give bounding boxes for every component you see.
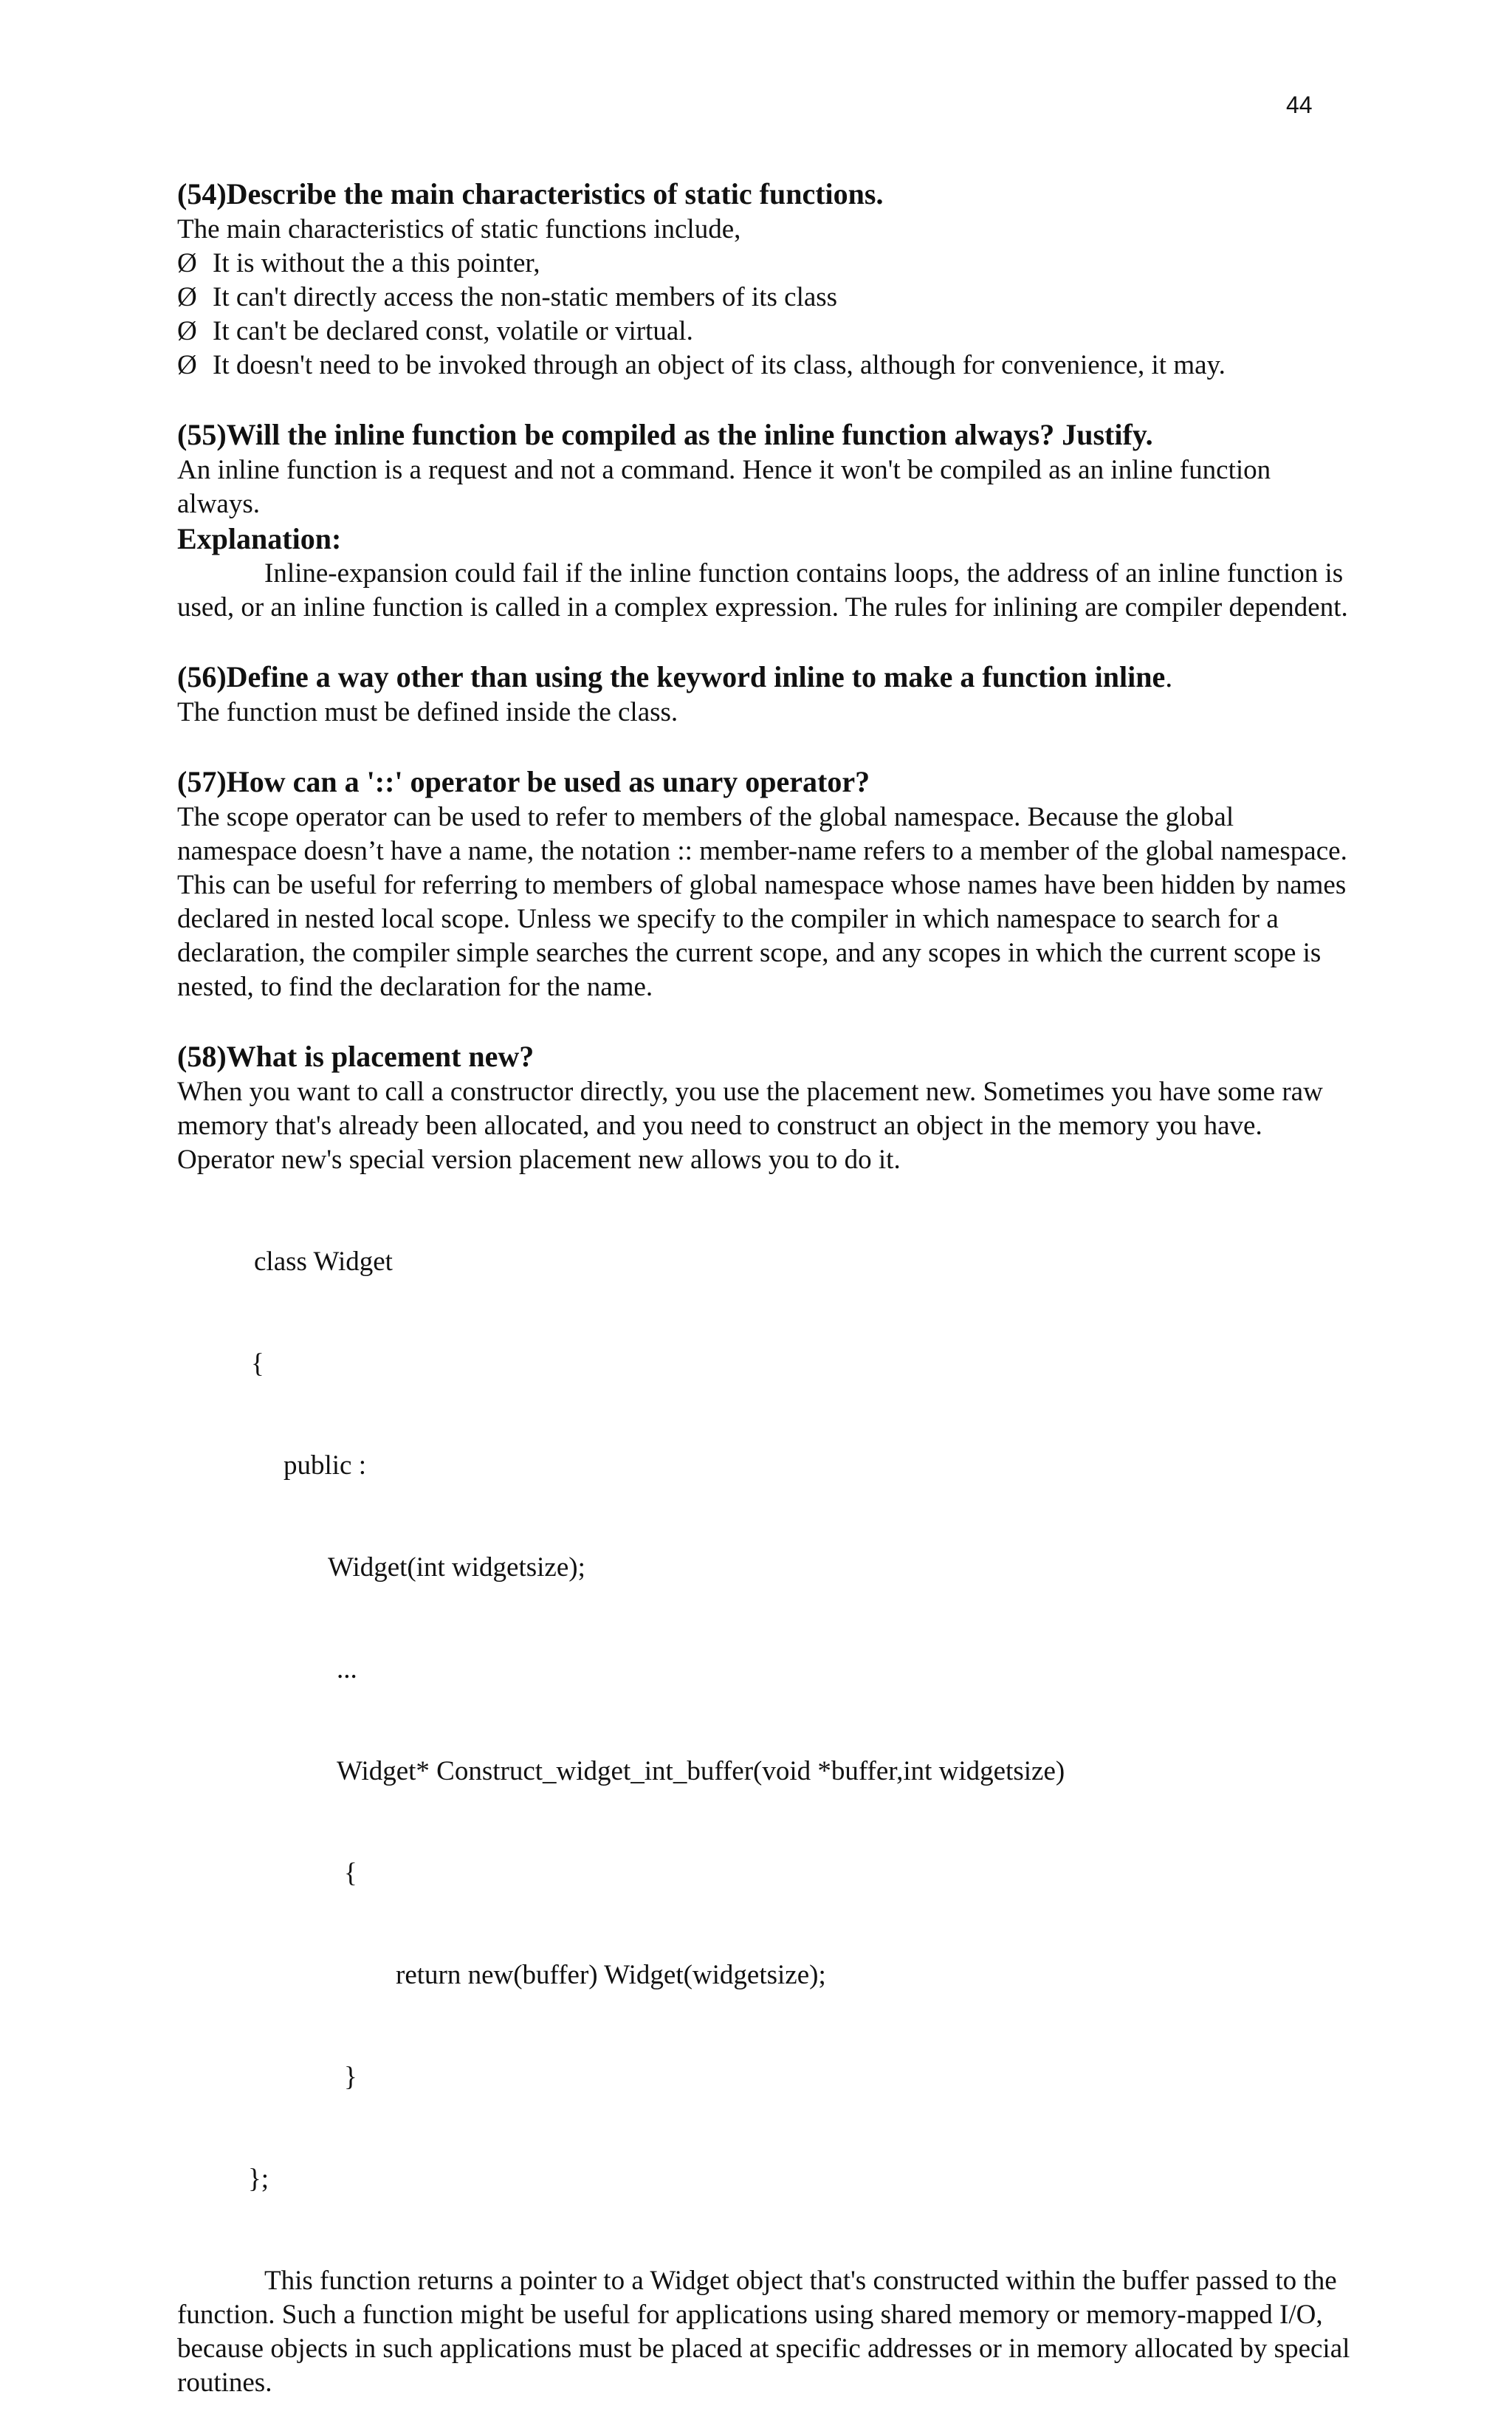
code-line: }; xyxy=(248,2164,269,2194)
code-block xyxy=(177,1177,1358,2264)
question-57 xyxy=(177,764,1358,1004)
bullet-item xyxy=(177,349,1358,383)
bullet-item xyxy=(177,315,1358,349)
code-line: public : xyxy=(284,1450,367,1481)
code-explanation: This function returns a pointer to a Widget object that's constructed within the buffer passed to the function. Such a function might be useful for applications using shared memory or memory-mapped I/O, because objects in such applications must be placed at specific addresses or in memory allocated by special routines. xyxy=(177,2266,1350,2398)
question-heading xyxy=(177,659,1358,696)
answer-text: The scope operator can be used to refer to members of the global namespace. Because the global namespace doesn’t have a name, the notation :: member-name refers to a member of the global namespace. This can be useful for referring to members of global namespace whose names have been hidden by names declared in nested local scope. Unless we specify to the compiler in which namespace to search for a declaration, the compiler simple searches the current scope, and any scopes in which the current scope is nested, to find the declaration for the name. xyxy=(177,802,1347,1002)
bullet-item xyxy=(177,281,1358,315)
page-number: 44 xyxy=(1286,92,1313,118)
heading-period: . xyxy=(1165,660,1173,693)
answer-text: An inline function is a request and not a command. Hence it won't be compiled as an inline function always. xyxy=(177,455,1271,519)
bullet-mark: Ø xyxy=(177,248,197,278)
code-line: Widget* Construct_widget_int_buffer(void *buffer,int widgetsize) xyxy=(337,1756,1065,1786)
question-58 xyxy=(177,1038,1358,2400)
code-line: return new(buffer) Widget(widgetsize); xyxy=(396,1960,826,1990)
question-heading-text: (56)Define a way other than using the keyword inline to make a function inline xyxy=(177,660,1166,693)
bullet-text: It can't directly access the non-static members of its class xyxy=(213,282,838,312)
code-line: ... xyxy=(337,1654,357,1684)
question-55 xyxy=(177,416,1358,625)
explanation-heading: Explanation: xyxy=(177,522,342,555)
bullet-mark: Ø xyxy=(177,282,197,312)
bullet-text: It is without the a this pointer, xyxy=(213,248,540,278)
answer-text: The function must be defined inside the class. xyxy=(177,697,678,727)
bullet-mark: Ø xyxy=(177,350,197,380)
answer-text: When you want to call a constructor directly, you use the placement new. Sometimes you have some raw memory that's already been allocated, and you need to construct an object in the memory you have. Operator new's special version placement new allows you to do it. xyxy=(177,1077,1323,1175)
question-56 xyxy=(177,659,1358,730)
code-line: } xyxy=(344,2062,357,2092)
code-line: class Widget xyxy=(254,1247,393,1277)
question-heading: (57)How can a '::' operator be used as unary operator? xyxy=(177,765,870,798)
bullet-mark: Ø xyxy=(177,316,197,346)
question-heading: (54)Describe the main characteristics of static functions. xyxy=(177,177,884,210)
question-54 xyxy=(177,176,1358,383)
bullet-item xyxy=(177,247,1358,281)
document-body xyxy=(177,176,1358,2434)
answer-intro: The main characteristics of static functions include, xyxy=(177,214,741,244)
bullet-text: It can't be declared const, volatile or virtual. xyxy=(213,316,693,346)
code-line: { xyxy=(344,1858,357,1888)
question-heading: (58)What is placement new? xyxy=(177,1040,535,1073)
bullet-text: It doesn't need to be invoked through an object of its class, although for convenience, it may. xyxy=(213,350,1226,380)
code-line: { xyxy=(251,1348,264,1379)
question-heading: (55)Will the inline function be compiled as the inline function always? Justify. xyxy=(177,418,1153,451)
explanation-text: Inline-expansion could fail if the inline function contains loops, the address of an inline function is used, or an inline function is called in a complex expression. The rules for inlining are compiler dependent. xyxy=(177,558,1348,623)
code-line: Widget(int widgetsize); xyxy=(328,1552,585,1583)
